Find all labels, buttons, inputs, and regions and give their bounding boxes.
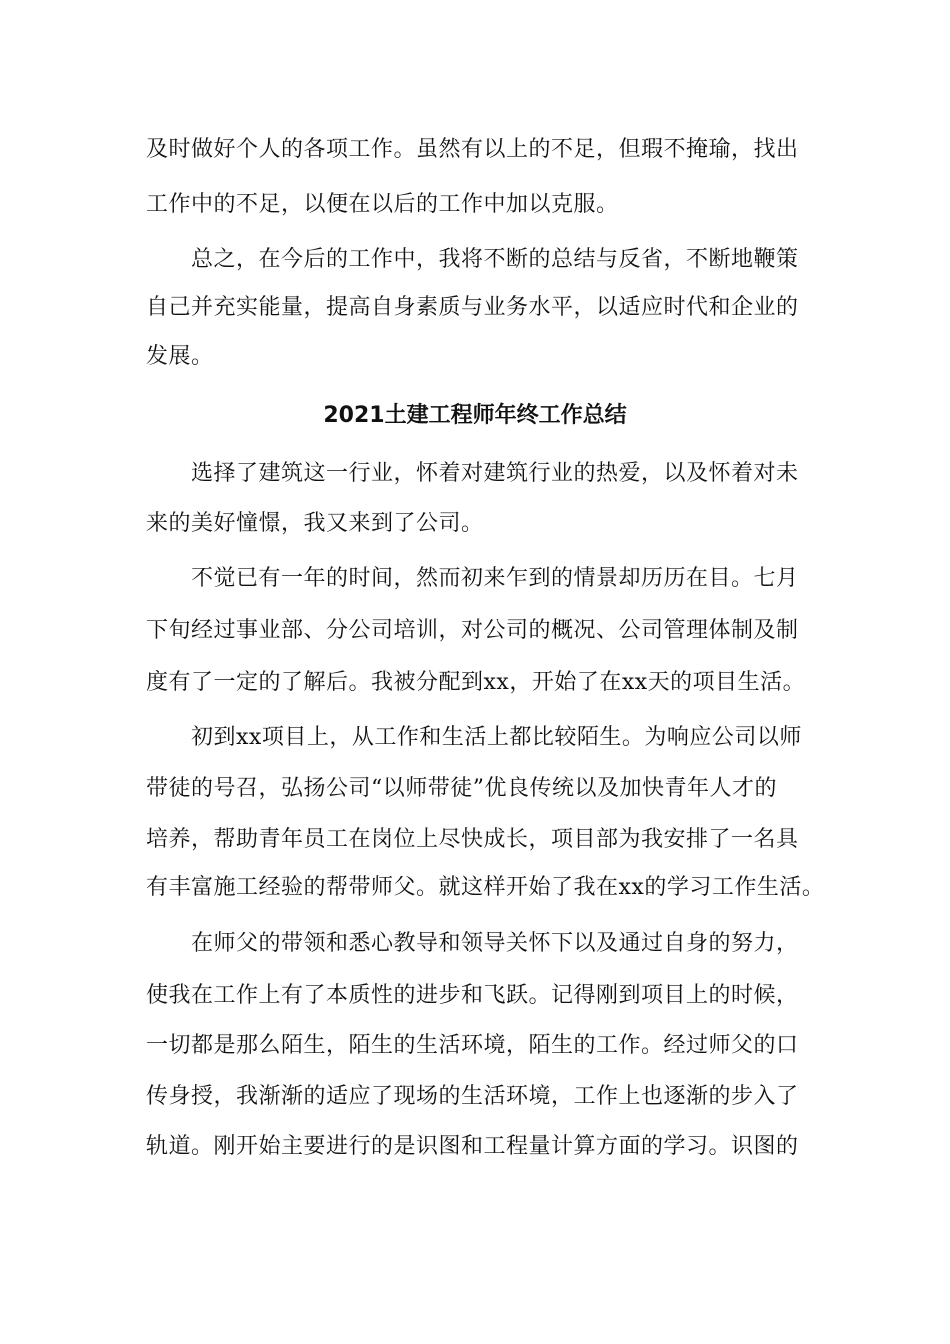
- text-line: 有丰富施工经验的帮带师父。就这样开始了我在xx的学习工作生活。: [146, 875, 825, 900]
- text-line: 培养，帮助青年员工在岗位上尽快成长，项目部为我安排了一名具: [146, 827, 799, 852]
- text-line: 及时做好个人的各项工作。虽然有以上的不足，但瑕不掩瑜，找出: [146, 137, 799, 162]
- text-line: 总之，在今后的工作中，我将不断的总结与反省，不断地鞭策: [146, 247, 799, 272]
- text-line: 轨道。刚开始主要进行的是识图和工程量计算方面的学习。识图的: [146, 1134, 799, 1159]
- text-line: 工作中的不足，以便在以后的工作中加以克服。: [146, 192, 619, 217]
- text-line: 度有了一定的了解后。我被分配到xx，开始了在xx天的项目生活。: [146, 670, 806, 695]
- text-line: 选择了建筑这一行业，怀着对建筑行业的热爱，以及怀着对未: [146, 461, 799, 486]
- text-line: 在师父的带领和悉心教导和领导关怀下以及通过自身的努力，: [146, 931, 799, 956]
- text-line: 使我在工作上有了本质性的进步和飞跃。记得刚到项目上的时候，: [146, 983, 799, 1008]
- text-line: 发展。: [146, 344, 214, 369]
- text-line: 初到xx项目上，从工作和生活上都比较陌生。为响应公司以师: [146, 725, 802, 750]
- text-line: 一切都是那么陌生，陌生的生活环境，陌生的工作。经过师父的口: [146, 1033, 799, 1058]
- text-line: 来的美好憧憬，我又来到了公司。: [146, 511, 484, 536]
- text-line: 下旬经过事业部、分公司培训，对公司的概况、公司管理体制及制: [146, 618, 799, 643]
- text-line: 自己并充实能量，提高自身素质与业务水平，以适应时代和企业的: [146, 295, 799, 320]
- text-line: 传身授，我渐渐的适应了现场的生活环境，工作上也逐渐的步入了: [146, 1084, 799, 1109]
- text-line: 不觉已有一年的时间，然而初来乍到的情景却历历在目。七月: [146, 566, 799, 591]
- text-line: 带徒的号召，弘扬公司“以师带徒”优良传统以及加快青年人才的: [146, 776, 777, 801]
- document-title: 2021土建工程师年终工作总结: [323, 403, 627, 428]
